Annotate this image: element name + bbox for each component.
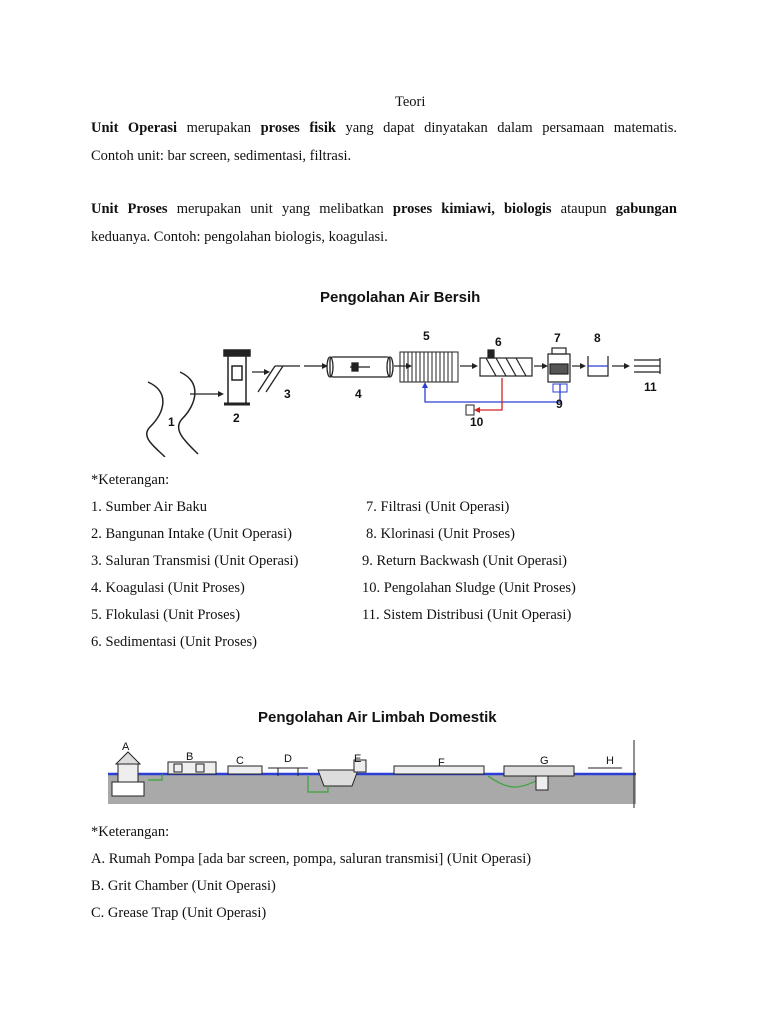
label-e: E (354, 753, 362, 765)
paragraph-unit-operasi-line2: Contoh unit: bar screen, sedimentasi, filtrasi. (91, 148, 352, 164)
page-heading: Teori (395, 94, 426, 110)
legend1-item: 3. Saluran Transmisi (Unit Operasi) (91, 553, 299, 569)
term-gabungan: gabungan (615, 201, 677, 217)
label-2: 2 (233, 411, 240, 425)
legend1-item: 10. Pengolahan Sludge (Unit Proses) (362, 580, 576, 596)
text-segment: merupakan unit yang melibatkan (167, 201, 393, 217)
label-c: C (236, 755, 244, 767)
label-g: G (540, 755, 549, 767)
label-7: 7 (554, 331, 561, 345)
intake-building (224, 350, 250, 404)
term-proses-fisik: proses fisik (260, 120, 336, 136)
term-unit-proses: Unit Proses (91, 201, 168, 217)
legend1-item: 8. Klorinasi (Unit Proses) (366, 526, 516, 542)
legend2-item: A. Rumah Pompa [ada bar screen, pompa, saluran transmisi] (Unit Operasi) (91, 851, 532, 867)
legend1-item: 4. Koagulasi (Unit Proses) (91, 580, 245, 596)
legend1-item: 7. Filtrasi (Unit Operasi) (366, 499, 510, 515)
term-unit-operasi: Unit Operasi (91, 120, 178, 136)
figure1-title: Pengolahan Air Bersih (320, 289, 481, 306)
chlorination-tank (588, 356, 608, 376)
legend1-item: 5. Flokulasi (Unit Proses) (91, 607, 241, 623)
label-5: 5 (423, 329, 430, 343)
legend1-item: 11. Sistem Distribusi (Unit Operasi) (362, 607, 572, 623)
clean-water-treatment-diagram (140, 322, 680, 457)
label-8: 8 (594, 331, 601, 345)
label-6: 6 (495, 335, 502, 349)
label-d: D (284, 753, 292, 765)
label-4: 4 (355, 387, 362, 401)
label-3: 3 (284, 387, 291, 401)
legend2-item: C. Grease Trap (Unit Operasi) (91, 905, 267, 921)
label-1: 1 (168, 415, 175, 429)
text-segment: yang dapat dinyatakan dalam persamaan matematis. (335, 120, 677, 136)
filtration-unit (548, 348, 570, 382)
grit-chamber (168, 762, 216, 774)
label-a: A (122, 741, 130, 753)
figure2-title: Pengolahan Air Limbah Domestik (258, 709, 497, 726)
sedimentation-unit (480, 350, 532, 376)
paragraph-unit-proses-line1 (91, 196, 677, 223)
legend1-item: 2. Bangunan Intake (Unit Operasi) (91, 526, 292, 542)
ground-section (108, 774, 636, 804)
legend1-title: *Keterangan: (91, 472, 170, 488)
label-9: 9 (556, 397, 563, 411)
paragraph-unit-proses-line2: keduanya. Contoh: pengolahan biologis, koagulasi. (91, 229, 388, 245)
label-h: H (606, 755, 614, 767)
distribution-system (634, 358, 660, 374)
label-b: B (186, 751, 194, 763)
legend2-title: *Keterangan: (91, 824, 170, 840)
term-kimiawi-biologis: proses kimiawi, biologis (392, 201, 552, 217)
grease-trap (228, 766, 262, 774)
coagulation-unit (327, 357, 393, 377)
paragraph-unit-operasi-line1 (91, 115, 677, 142)
sludge-line (480, 378, 502, 410)
label-10: 10 (470, 415, 484, 429)
wastewater-treatment-diagram (108, 740, 638, 808)
legend1-item: 9. Return Backwash (Unit Operasi) (362, 553, 567, 569)
backwash-return-line (425, 384, 560, 402)
text-segment: merupakan (177, 120, 261, 136)
text-segment: ataupun (551, 201, 616, 217)
label-11: 11 (644, 380, 657, 394)
legend1-item: 1. Sumber Air Baku (91, 499, 207, 515)
legend1-item: 6. Sedimentasi (Unit Proses) (91, 634, 257, 650)
label-f: F (438, 757, 445, 769)
legend2-item: B. Grit Chamber (Unit Operasi) (91, 878, 276, 894)
